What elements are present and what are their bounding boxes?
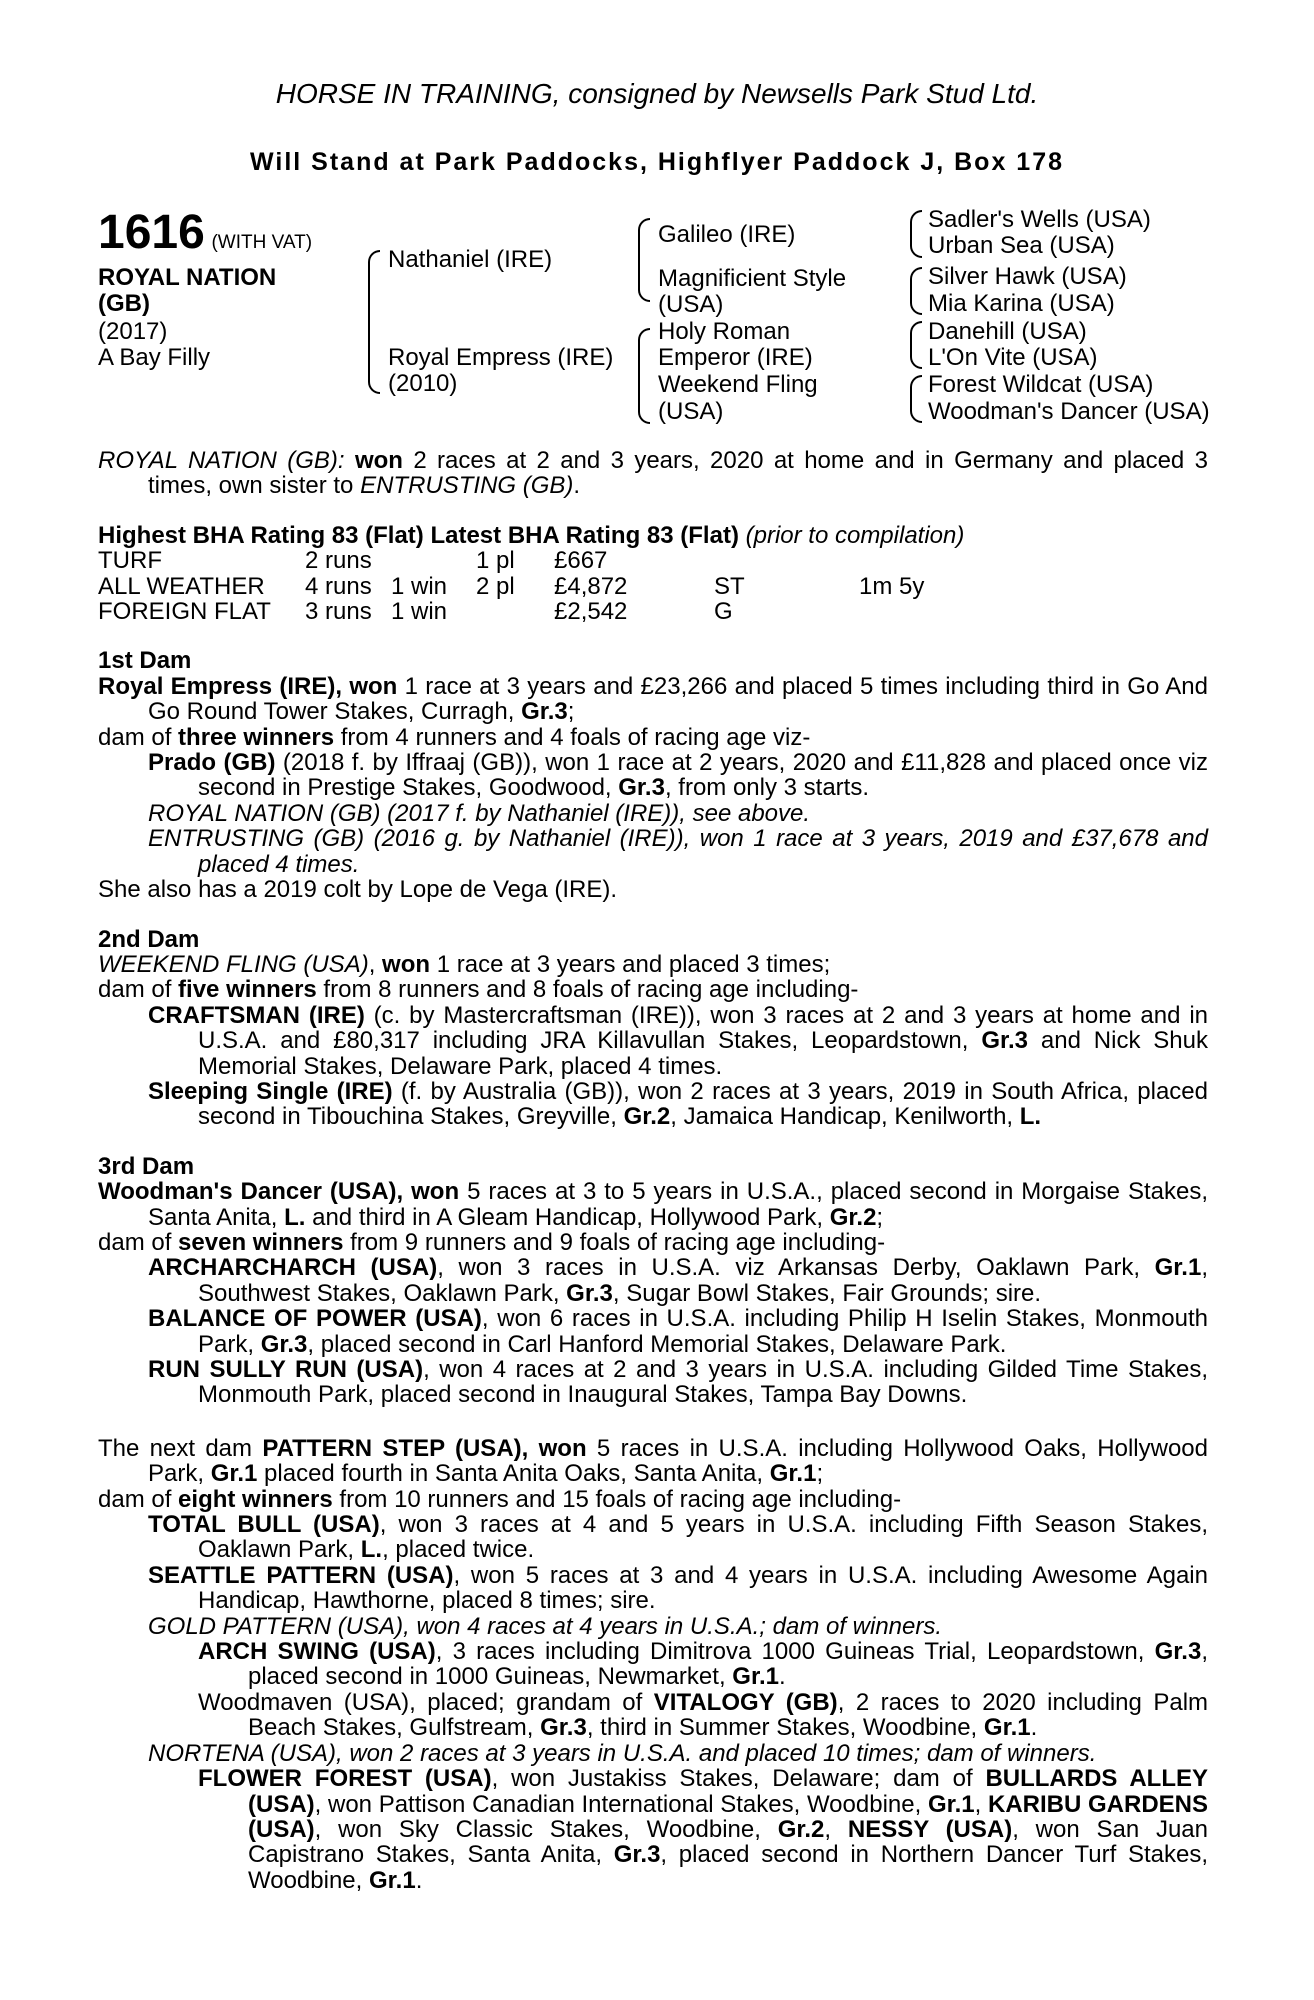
text-run: (f. by Australia (GB)), won 2 races at 3 years, 2019 in South Africa, placed second in Tibouchina Stakes, Greyville, (198, 1077, 1208, 1131)
text-run: from 10 runners and 15 foals of racing age including- (332, 1485, 902, 1513)
text-run: Gr.2 (829, 1203, 877, 1231)
text-run: Woodman's Dancer (USA), won (98, 1178, 460, 1206)
horse-name-line2: (GB) (98, 290, 150, 317)
text-run: Gr.2 (623, 1103, 671, 1131)
text-run: 1 race at 3 years and placed 3 times; (430, 950, 831, 978)
text-run: SEATTLE PATTERN (USA) (148, 1561, 454, 1589)
text-run: five winners (178, 976, 317, 1004)
text-run (98, 1766, 1208, 1893)
section-heading: 3rd Dam (98, 1152, 195, 1180)
text-run: ROYAL NATION (GB) (2017 f. by Nathaniel (IRE)), see above. (148, 799, 811, 827)
text-run (98, 1306, 1208, 1357)
text-run: Gr.3 (521, 698, 568, 726)
text-run: Woodmaven (USA), placed; grandam of (198, 1688, 654, 1716)
dam-dam-line2: (USA) (658, 398, 724, 425)
text-run: Gr.3 (1154, 1638, 1202, 1666)
race-record-table (98, 548, 924, 624)
text-run: She also has a 2019 colt by Lope de Vega (IRE). (98, 876, 618, 904)
stand-location: Will Stand at Park Paddocks, Highflyer Paddock J, Box 178 (250, 148, 1064, 176)
text-run: dam of (98, 1485, 179, 1513)
table-row (98, 599, 924, 624)
text-run: . (778, 1663, 786, 1691)
text-run: ; (876, 1203, 884, 1231)
text-run: ST (714, 572, 745, 600)
text-run: , placed second in Northern Dancer Turf Stakes, Woodbine, (248, 1841, 1208, 1894)
text-run: , won 4 races at 2 and 3 years in U.S.A. including Gilded Time Stakes, Monmouth Park, placed second in Inaugural Stakes, Tampa Bay Downs. (198, 1356, 1208, 1409)
text-run: ENTRUSTING (GB) (2016 g. by Nathaniel (IRE)), won 1 race at 3 years, 2019 and £37,678 and placed 4 times. (148, 825, 1208, 878)
text-run: FOREIGN FLAT (98, 598, 271, 626)
text-run: (2018 f. by Iffraaj (GB)), won 1 race at 2 years, 2020 and £11,828 and placed once viz second in Prestige Stakes, Goodwood, (198, 749, 1209, 802)
text-run (98, 1690, 1208, 1741)
text-run: Gr.3 (618, 774, 665, 802)
text-run: Gr.3 (540, 1714, 587, 1742)
next-dam-section (98, 1436, 1208, 1893)
text-run: eight winners (178, 1485, 333, 1513)
text-run: won (354, 447, 403, 474)
text-run: RUN SULLY RUN (USA) (148, 1356, 424, 1383)
sire-dam-dam: Mia Karina (USA) (928, 290, 1115, 317)
text-run (714, 548, 859, 573)
section-heading: 2nd Dam (98, 925, 200, 953)
text-run: FLOWER FOREST (USA) (198, 1765, 492, 1793)
text-run: ENTRUSTING (GB) (360, 472, 574, 500)
text-run: , placed twice. (382, 1536, 535, 1564)
text-run: 2 races at 2 and 3 years, 2020 at home and in Germany and placed 3 times, own sister to (148, 447, 1208, 500)
text-run: Gr.1 (927, 1790, 975, 1818)
text-run: 2 runs (305, 547, 372, 575)
text-run (98, 1563, 1208, 1614)
text-run: : (337, 447, 345, 474)
text-run: L. (284, 1203, 306, 1231)
text-run: placed fourth in Santa Anita Oaks, Santa Anita, (257, 1460, 770, 1488)
text-run: dam of (98, 976, 179, 1004)
sire-dam-line2: (USA) (658, 291, 724, 318)
sire-sire-dam: Urban Sea (USA) (928, 232, 1115, 259)
text-run: £2,542 (554, 598, 628, 626)
text-run (859, 599, 924, 624)
text-run: , won Justakiss Stakes, Delaware; dam of (491, 1765, 986, 1793)
text-run: 4 runs (305, 572, 372, 600)
pedigree-bracket-dam (638, 328, 650, 424)
text-run: Royal Empress (IRE), won (98, 672, 398, 700)
text-run: Gr.1 (210, 1460, 258, 1488)
ratings-note: (prior to compilation) (745, 521, 965, 549)
foaling-year: (2017) (98, 318, 168, 345)
text-run: ALL WEATHER (98, 572, 265, 600)
text-run: The next dam (98, 1434, 263, 1462)
text-run: , (974, 1790, 988, 1818)
sire-sire-sire: Sadler's Wells (USA) (928, 206, 1151, 233)
text-run: Gr.1 (769, 1460, 817, 1488)
text-run (859, 548, 924, 573)
text-run: L. (1019, 1103, 1042, 1131)
text-run: 2 pl (476, 572, 515, 600)
horse-summary (98, 448, 1208, 499)
text-run: ARCHARCHARCH (USA) (148, 1254, 438, 1282)
text-run: ; (567, 698, 575, 726)
vat-note: (WITH VAT) (211, 232, 313, 253)
text-run: KARIBU GARDENS (USA) (248, 1790, 1208, 1843)
text-run: , won San Juan Capistrano Stakes, Santa Anita, (248, 1815, 1208, 1869)
text-run: 3 runs (305, 598, 372, 626)
text-run: CRAFTSMAN (IRE) (148, 1001, 365, 1029)
text-run (98, 1230, 1208, 1255)
text-run (98, 1255, 1208, 1306)
text-run (98, 1003, 1208, 1079)
text-run: from 8 runners and 8 foals of racing age including- (316, 976, 859, 1004)
text-run: 5 races in U.S.A. including Hollywood Oaks, Hollywood Park, (148, 1434, 1208, 1488)
dam-sire-sire: Danehill (USA) (928, 318, 1087, 345)
text-run: ARCH SWING (USA) (198, 1638, 436, 1666)
table-row (98, 574, 924, 599)
text-run (98, 977, 1208, 1002)
first-dam-section (98, 648, 1208, 902)
text-run: . (415, 1866, 423, 1894)
dam-dam-line1: Weekend Fling (658, 371, 818, 398)
horse-name-line1: ROYAL NATION (98, 264, 277, 291)
text-run: Gr.1 (1154, 1254, 1202, 1282)
text-run: , Sugar Bowl Stakes, Fair Grounds; sire. (612, 1279, 1042, 1307)
text-run (98, 750, 1208, 801)
text-run: dam of (98, 1228, 179, 1256)
text-run: , Southwest Stakes, Oaklawn Park, (198, 1254, 1208, 1307)
dam-sire-line2: Emperor (IRE) (658, 344, 813, 371)
text-run: VITALOGY (GB) (653, 1688, 838, 1716)
text-run: L. (360, 1536, 383, 1564)
text-run: Gr.1 (368, 1866, 416, 1894)
text-run: and Nick Shuk Memorial Stakes, Delaware Park, placed 4 times. (198, 1027, 1209, 1080)
text-run: seven winners (178, 1228, 344, 1256)
text-run: Gr.3 (981, 1027, 1029, 1055)
text-run: 1 win (391, 572, 448, 600)
pedigree-bracket-gen1 (368, 250, 380, 394)
text-run: G (714, 598, 733, 626)
dam-dam-sire: Forest Wildcat (USA) (928, 371, 1154, 398)
text-run: dam of (98, 723, 179, 751)
pedigree-bracket-2 (910, 267, 922, 315)
text-run: , won 6 races in U.S.A. including Philip H Iselin Stakes, Monmouth Park, (198, 1305, 1208, 1358)
text-run: 1 race at 3 years and £23,266 and placed 5 times including third in Go And Go Round Tower Stakes, Curragh, (148, 672, 1208, 726)
consignor-heading: HORSE IN TRAINING, consigned by Newsells Park Stud Ltd. (275, 78, 1039, 109)
text-run: 5 races at 3 to 5 years in U.S.A., placed second in Morgaise Stakes, Santa Anita, (148, 1178, 1208, 1231)
text-run (98, 1436, 1208, 1487)
lot-number-line (98, 208, 312, 258)
text-run: WEEKEND FLING (USA), won 1 race at 3 years and placed 3 times; (98, 950, 831, 978)
text-run (98, 1487, 1208, 1512)
text-run: , won Pattison Canadian International Stakes, Woodbine, (314, 1790, 928, 1818)
text-run: , won Sky Classic Stakes, Woodbine, (314, 1815, 778, 1843)
text-run (98, 1639, 1208, 1690)
dam-dam-dam: Woodman's Dancer (USA) (928, 398, 1210, 425)
pedigree-bracket-3 (910, 321, 922, 369)
text-run: Prado (GB) (148, 749, 276, 777)
dam: Royal Empress (IRE) (388, 344, 614, 371)
text-run: three winners (178, 723, 335, 751)
table-row (98, 548, 924, 573)
sire-sire: Galileo (IRE) (658, 221, 796, 248)
text-run: BULLARDS ALLEY (USA) (248, 1765, 1209, 1818)
text-run: £4,872 (554, 572, 628, 600)
text-run: Gr.3 (566, 1279, 613, 1307)
text-run: Sleeping Single (IRE) (148, 1077, 393, 1105)
text-run: Gr.1 (983, 1714, 1031, 1742)
text-run: from 4 runners and 4 foals of racing age viz- (334, 723, 811, 751)
text-run (98, 1079, 1208, 1130)
third-dam-section (98, 1154, 1208, 1408)
text-run: , won 5 races at 3 and 4 years in U.S.A. including Awesome Again Handicap, Hawthorne, placed 8 times; sire. (198, 1561, 1208, 1615)
text-run: , from only 3 starts. (664, 774, 870, 802)
text-run (391, 548, 476, 573)
dam-year: (2010) (388, 370, 458, 397)
text-run: Gr.2 (777, 1815, 825, 1843)
text-run: from 9 runners and 9 foals of racing age including- (343, 1228, 886, 1256)
text-run: , Jamaica Handicap, Kenilworth, (670, 1103, 1020, 1131)
lot-number: 1616 (98, 206, 205, 259)
text-run (98, 725, 1208, 750)
text-run: Gr.3 (260, 1330, 308, 1358)
text-run: , third in Summer Stakes, Woodbine, (586, 1714, 984, 1742)
pedigree-bracket-4 (910, 375, 922, 423)
text-run: and third in A Gleam Handicap, Hollywood Park, (305, 1203, 830, 1231)
text-run: , 3 races including Dimitrova 1000 Guineas Trial, Leopardstown, (435, 1638, 1155, 1666)
text-run: 1 pl (476, 547, 515, 575)
dam-sire-line1: Holy Roman (658, 318, 791, 345)
text-run: TOTAL BULL (USA) (148, 1511, 380, 1539)
ratings-heading: Highest BHA Rating 83 (Flat) Latest BHA Rating 83 (Flat) (98, 521, 739, 549)
text-run: won (382, 950, 431, 978)
text-run: WEEKEND FLING (USA) (98, 950, 369, 978)
text-run: 1 win (391, 598, 448, 626)
dam-sire-dam: L'On Vite (USA) (928, 344, 1098, 371)
text-run: . (573, 472, 581, 500)
text-run: , won 3 races at 4 and 5 years in U.S.A. including Fifth Season Stakes, Oaklawn Park, (198, 1511, 1208, 1564)
sire-dam-line1: Magnificient Style (658, 265, 847, 292)
horse-sex: A Bay Filly (98, 344, 211, 371)
sire: Nathaniel (IRE) (388, 246, 553, 273)
text-run: ROYAL NATION (GB) (98, 447, 338, 474)
text-run: (c. by Mastercraftsman (IRE)), won 3 races at 2 and 3 years at home and in U.S.A. and £80,317 including JRA Killavullan Stakes, Leopardstown, (198, 1001, 1209, 1055)
text-run: 1m 5y (859, 572, 925, 600)
text-run: BALANCE OF POWER (USA) (148, 1305, 482, 1333)
text-run: NORTENA (USA), won 2 races at 3 years in U.S.A. and placed 10 times; dam of winners. (148, 1739, 1097, 1767)
text-run: , placed second in Carl Hanford Memorial Stakes, Delaware Park. (307, 1330, 1007, 1358)
text-run: ; (816, 1460, 824, 1488)
text-run: TURF (98, 547, 162, 575)
text-run: £667 (554, 547, 608, 575)
text-run: . (1030, 1714, 1038, 1742)
sire-dam-sire: Silver Hawk (USA) (928, 263, 1127, 290)
pedigree-bracket-1 (910, 210, 922, 258)
ratings-section (98, 523, 1208, 625)
text-run (476, 599, 554, 624)
text-run: Gr.1 (732, 1663, 779, 1691)
text-run (98, 674, 1208, 725)
text-run: Gr.3 (613, 1841, 661, 1869)
catalogue-body (98, 448, 1208, 1893)
pedigree-bracket-sire (638, 218, 650, 302)
text-run (98, 1512, 1208, 1563)
second-dam-section (98, 927, 1208, 1130)
section-heading: 1st Dam (98, 647, 192, 675)
text-run: NESSY (USA) (847, 1815, 1013, 1843)
text-run: PATTERN STEP (USA), won (262, 1434, 587, 1462)
text-run: , (824, 1815, 848, 1843)
text-run: , won 3 races in U.S.A. viz Arkansas Derby, Oaklawn Park, (437, 1254, 1155, 1282)
text-run (98, 1179, 1208, 1230)
text-run: , 2 races to 2020 including Palm Beach Stakes, Gulfstream, (248, 1688, 1209, 1742)
text-run: GOLD PATTERN (USA), won 4 races at 4 years in U.S.A.; dam of winners. (148, 1612, 943, 1640)
text-run (98, 1357, 1208, 1408)
text-run: , placed second in 1000 Guineas, Newmarket, (248, 1638, 1208, 1691)
